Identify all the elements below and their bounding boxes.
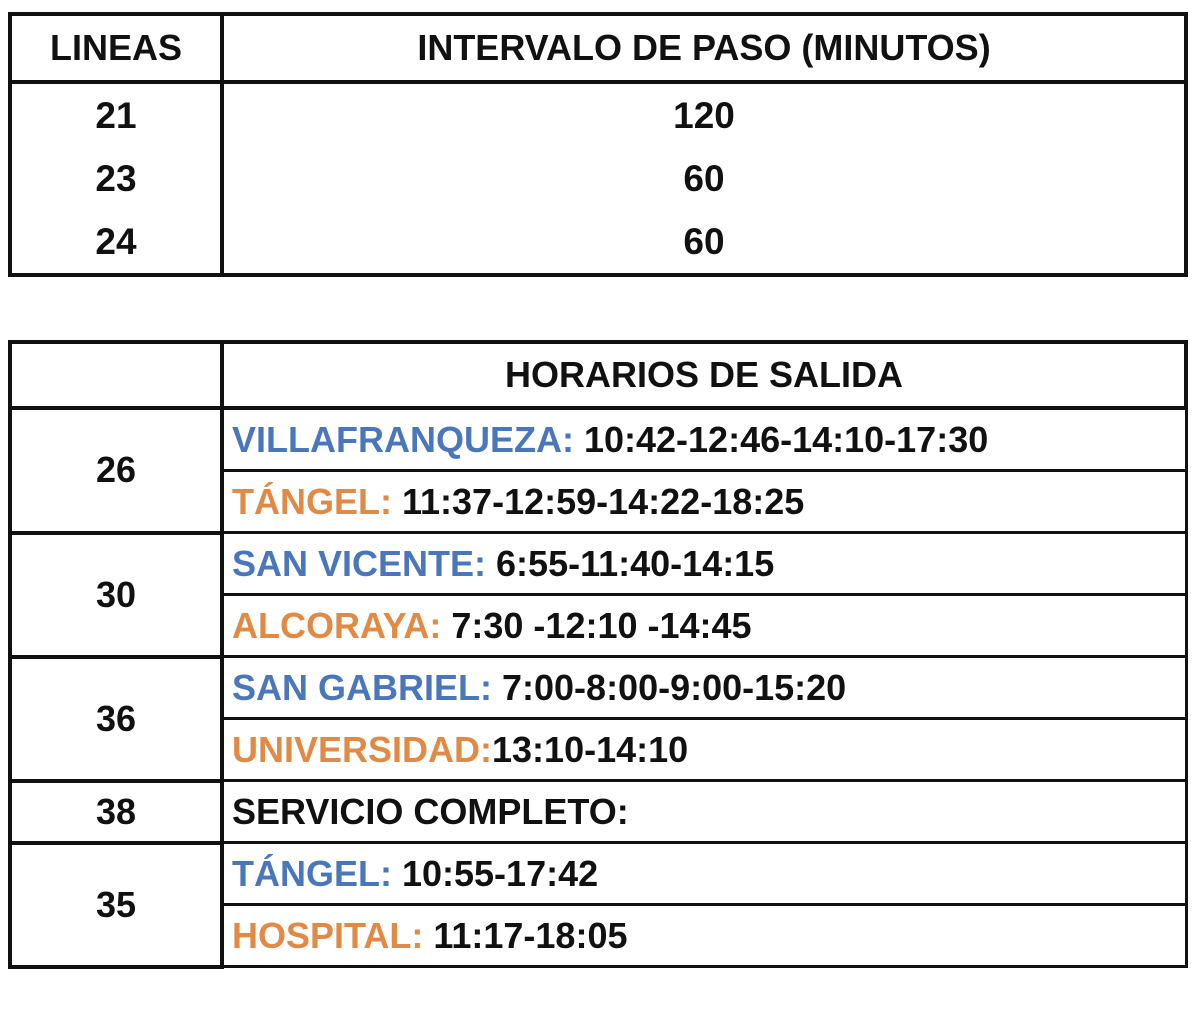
table-row [10,657,1186,719]
schedule-entry [222,905,1186,967]
table-row [10,533,1186,595]
table-row [10,843,1186,905]
destination-label: SAN GABRIEL: [232,666,492,708]
destination-label: HOSPITAL: [232,914,424,956]
interval-value: 120 [222,82,1186,147]
line-number: 21 [10,82,222,147]
departure-times: 13:10-14:10 [492,728,689,770]
departure-times: 11:37-12:59-14:22-18:25 [391,480,805,522]
table-row [10,781,1186,843]
table-row [10,408,1186,471]
line-number: 23 [10,147,222,210]
interval-table-header-row [10,14,1186,82]
schedule-entry [222,781,1186,843]
schedule-entry [222,471,1186,533]
schedule-entry [222,408,1186,471]
destination-label: ALCORAYA: [232,604,442,646]
departure-times: 10:42-12:46-14:10-17:30 [573,418,989,460]
service-note: SERVICIO COMPLETO: [232,790,629,832]
departures-header-row [10,342,1186,408]
departure-times: 11:17-18:05 [423,914,628,956]
line-number: 36 [10,657,222,781]
line-number: 30 [10,533,222,657]
schedule-entry [222,533,1186,595]
header-empty-cell [10,342,222,408]
line-number: 35 [10,843,222,967]
destination-label: VILLAFRANQUEZA: [232,418,574,460]
schedule-entry [222,719,1186,781]
line-number: 26 [10,408,222,533]
table-row [10,210,1186,275]
header-lineas: LINEAS [10,14,222,82]
destination-label: SAN VICENTE: [232,542,487,584]
header-intervalo: INTERVALO DE PASO (MINUTOS) [222,14,1186,82]
departure-times: 6:55-11:40-14:15 [486,542,775,584]
table-row [10,147,1186,210]
schedule-entry [222,843,1186,905]
header-horarios: HORARIOS DE SALIDA [222,342,1186,408]
schedule-entry [222,657,1186,719]
table-row [10,82,1186,147]
destination-label: TÁNGEL: [232,852,392,894]
departure-times: 7:00-8:00-9:00-15:20 [492,666,847,708]
interval-value: 60 [222,210,1186,275]
destination-label: UNIVERSIDAD: [232,728,493,770]
interval-table [8,12,1188,277]
destination-label: TÁNGEL: [232,480,392,522]
departure-times: 10:55-17:42 [391,852,599,894]
departure-times: 7:30 -12:10 -14:45 [441,604,752,646]
line-number: 24 [10,210,222,275]
line-number: 38 [10,781,222,843]
departures-table [8,340,1188,969]
interval-value: 60 [222,147,1186,210]
schedule-entry [222,595,1186,657]
